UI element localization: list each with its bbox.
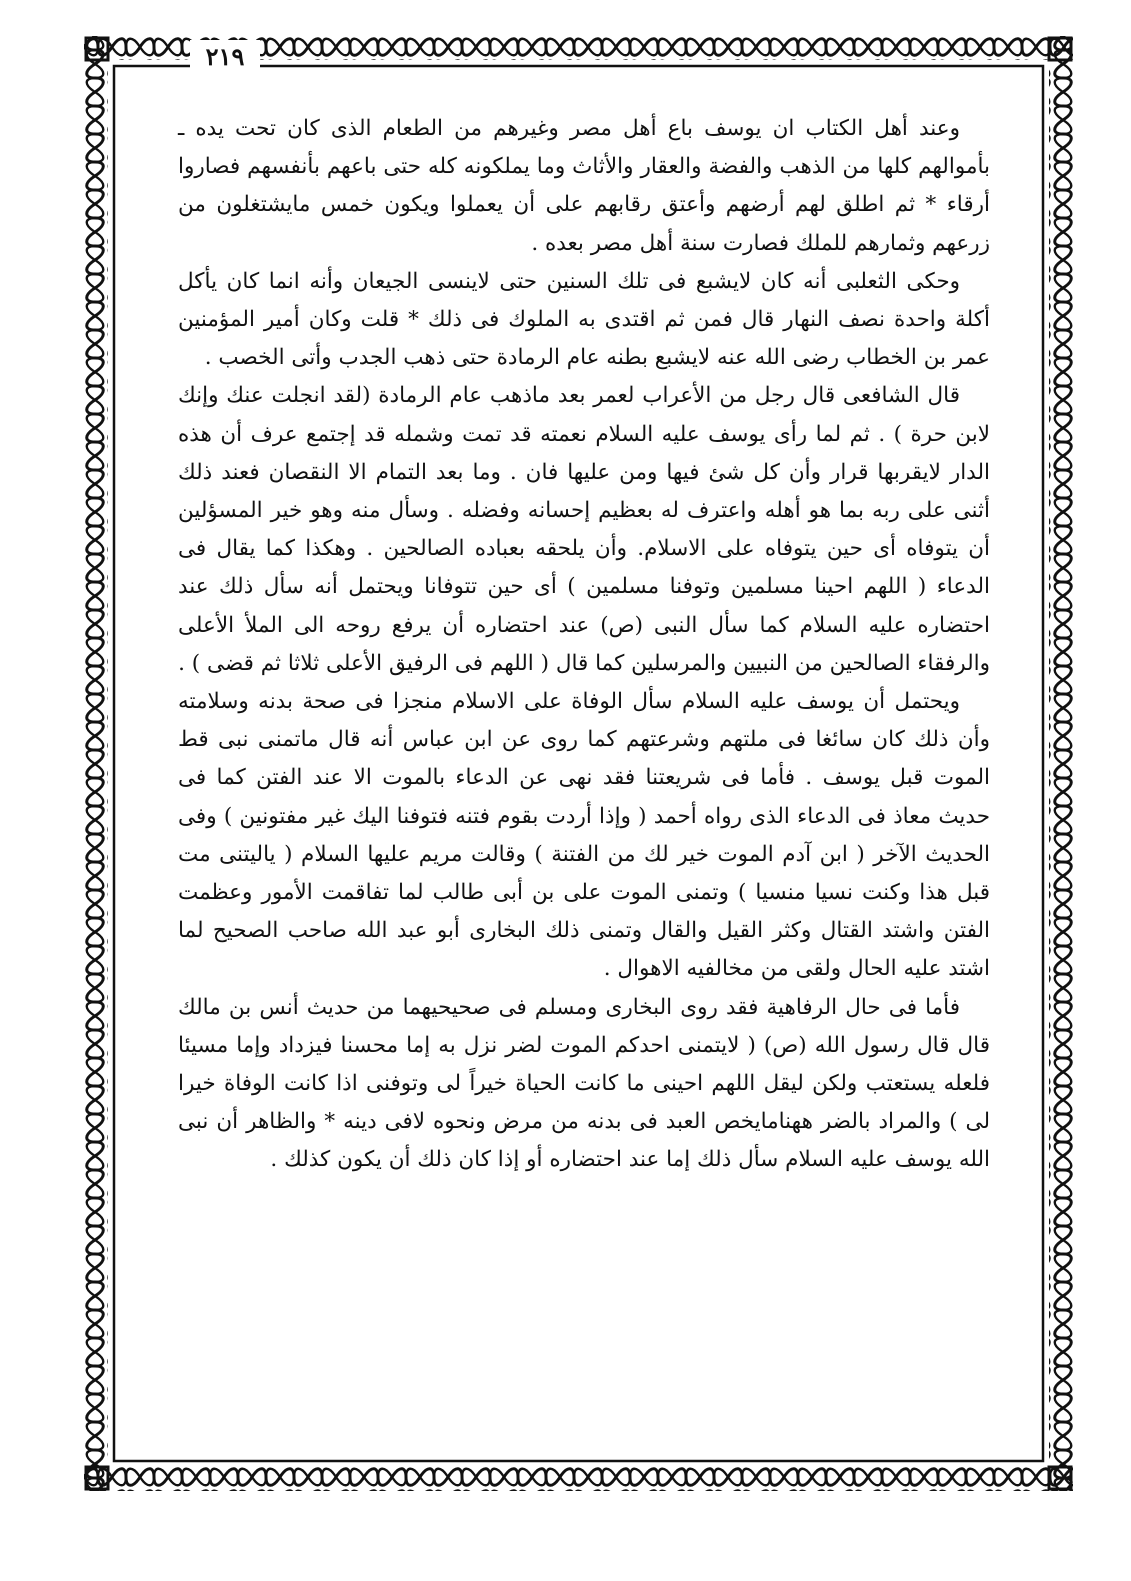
page-body (178, 110, 990, 1180)
paragraph-4: ويحتمل أن يوسف عليه السلام سأل الوفاة على الاسلام منجزا فى صحة بدنه وسلامته وأن ذلك كان سائغا فى ملتهم وشرعتهم كما روى عن ابن عباس أنه قال ماتمنى نبى قط الموت قبل يوسف . فأما فى شريعتنا فقد نهى عن الدعاء بالموت الا عند الفتن كما فى حديث معاذ فى الدعاء الذى رواه أحمد ( وإذا أردت بقوم فتنه فتوفنا اليك غير مفتونين ) وفى الحديث الآخر ( ابن آدم الموت خير لك من الفتنة ) وقالت مريم عليها السلام ( ياليتنى مت قبل هذا وكنت نسيا منسيا ) وتمنى الموت على بن أبى طالب لما تفاقمت الأمور وعظمت الفتن واشتد القتال وكثر القيل والقال وتمنى ذلك البخارى أبو عبد الله صاحب الصحيح لما اشتد عليه الحال ولقى من مخالفيه الاهوال . (178, 689, 990, 982)
paragraph-1: وعند أهل الكتاب ان يوسف باع أهل مصر وغيرهم من الطعام الذى كان تحت يده ـ بأموالهم كلها من الذهب والفضة والعقار والأثاث وما يملكونه كله حتى باعهم بأنفسهم فصاروا أرقاء * ثم اطلق لهم أرضهم وأعتق رقابهم على أن يعملوا ويكون خمس مايشتغلون من زرعهم وثمارهم للملك فصارت سنة أهل مصر بعده . (178, 116, 990, 256)
paragraph-5: فأما فى حال الرفاهية فقد روى البخارى ومسلم فى صحيحيهما من حديث أنس بن مالك قال قال رسول الله (ص) ( لايتمنى احدكم الموت لضر نزل به إما محسنا فيزداد وإما مسيئا فلعله يستعتب ولكن ليقل اللهم احينى ما كانت الحياة خيراً لى وتوفنى اذا كانت الوفاة خيرا لى ) والمراد بالضر ههنامايخص العبد فى بدنه من مرض ونحوه لافى دينه * والظاهر أن نبى الله يوسف عليه السلام سأل ذلك إما عند احتضاره أو إذا كان ذلك أن يكون كذلك . (178, 994, 990, 1173)
page-number: ٢١٩ (190, 40, 260, 74)
paragraph-2: وحكى الثعلبى أنه كان لايشبع فى تلك السنين حتى لاينسى الجيعان وأنه انما كان يأكل أكلة واحدة نصف النهار قال فمن ثم اقتدى به الملوك فى ذلك * قلت وكان أمير المؤمنين عمر بن الخطاب رضى الله عنه لايشبع بطنه عام الرمادة حتى ذهب الجدب وأتى الخصب . (178, 268, 990, 371)
paragraph-3: قال الشافعى قال رجل من الأعراب لعمر بعد ماذهب عام الرمادة (لقد انجلت عنك وإنك لابن حرة ) . ثم لما رأى يوسف عليه السلام نعمته قد تمت وشمله قد إجتمع عرف أن هذه الدار لايقربها قرار وأن كل شئ فيها ومن عليها فان . وما بعد التمام الا النقصان فعند ذلك أثنى على ربه بما هو أهله واعترف له بعظيم إحسانه وفضله . وسأل منه وهو خير المسؤلين أن يتوفاه أى حين يتوفاه على الاسلام. وأن يلحقه بعباده الصالحين . وهكذا كما يقال فى الدعاء ( اللهم احينا مسلمين وتوفنا مسلمين ) أى حين تتوفانا ويحتمل أنه سأل ذلك عند احتضاره عليه السلام كما سأل النبى (ص) عند احتضاره أن يرفع روحه الى الملأ الأعلى والرفقاء الصالحين من النبيين والمرسلين كما قال ( اللهم فى الرفيق الأعلى ثلاثا ثم قضى ) . (178, 383, 990, 676)
